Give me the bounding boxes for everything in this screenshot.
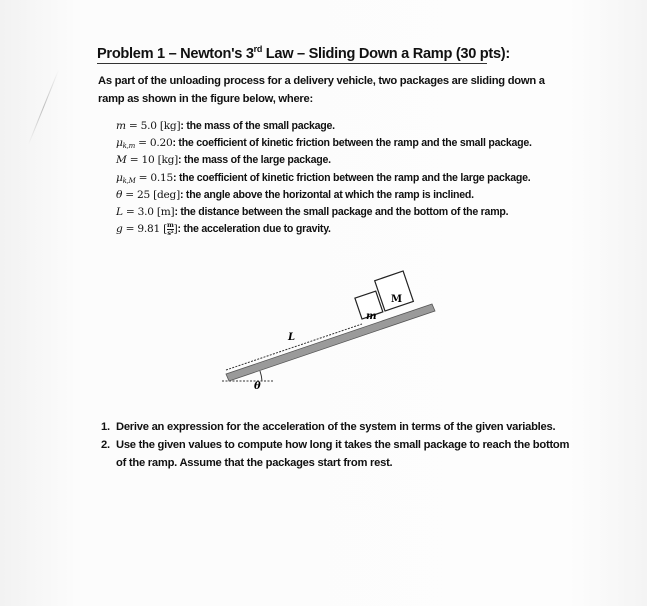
definition-item: M = 10 [kg]: the mass of the large package. — [116, 154, 331, 167]
definition-item: $\mu_{k,m} = 0.20$: the coefficient of kinetic friction between the ramp and the small package. — [116, 137, 532, 151]
label-m: m — [366, 311, 377, 322]
angle-arc — [260, 371, 262, 381]
problem-title: Problem 1 – Newton's 3rd Law – Sliding Down a Ramp (30 pts): — [97, 44, 510, 62]
definition-item: g = 9.81 [ $\frac{m}{\text{s²}}$ ]: the acceleration due to gravity. — [116, 221, 331, 237]
label-L: L — [288, 332, 296, 343]
task-item: 2. Use the given values to compute how long it takes the small package to reach the bottom of the ramp. Assume that the packages start from rest. — [101, 439, 570, 469]
definition-item: θ = 25 [deg]: the angle above the horizontal at which the ramp is inclined. — [116, 188, 474, 201]
distance-line — [226, 324, 362, 370]
label-theta: θ — [254, 381, 261, 392]
problem-intro: As part of the unloading process for a delivery vehicle, two packages are sliding down a ramp as shown in the figure below, where: — [98, 75, 545, 105]
task-item: 1. Derive an expression for the acceleration of the system in terms of the given variables. — [101, 421, 556, 433]
label-M: M — [391, 294, 403, 305]
definition-item: m = 5.0 [kg]: the mass of the small package. — [116, 120, 335, 132]
definition-item: L = 3.0 [m]: the distance between the small package and the bottom of the ramp. — [116, 205, 509, 218]
unit-fraction: $\frac{m}{\text{s²}}$ — [167, 221, 174, 237]
ramp — [226, 304, 435, 381]
task-list — [98, 418, 578, 472]
definition-item: $\mu_{k,M} = 0.15$: the coefficient of kinetic friction between the ramp and the large package. — [116, 171, 531, 185]
